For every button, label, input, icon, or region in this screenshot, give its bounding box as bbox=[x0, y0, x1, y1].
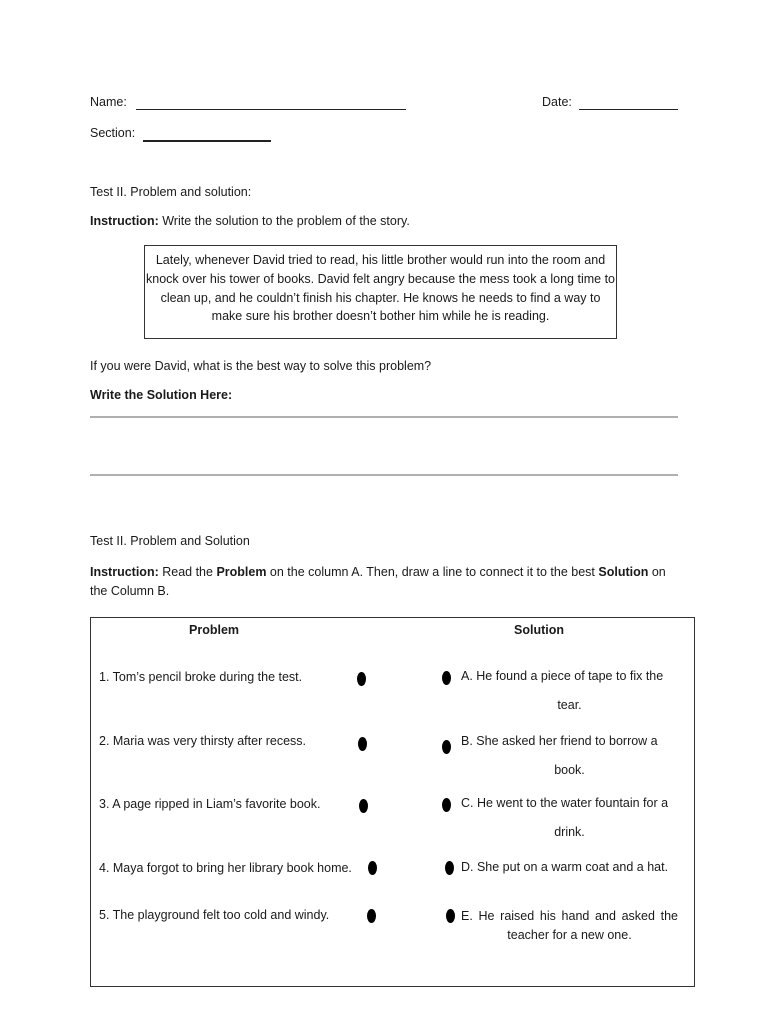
instr-line2: the Column B. bbox=[90, 584, 170, 598]
solution-line1: A. He found a piece of tape to fix the bbox=[461, 669, 664, 683]
instr-part2: on the column A. Then, draw a line to connect it to the best bbox=[266, 565, 599, 579]
problem-item: 5. The playground felt too cold and windy. bbox=[99, 908, 330, 922]
story-box bbox=[144, 245, 617, 339]
instruction-text: Write the solution to the problem of the story. bbox=[158, 214, 410, 228]
section-label: Section: bbox=[90, 126, 136, 140]
instr-solution: Solution bbox=[598, 565, 649, 579]
date-field[interactable] bbox=[579, 95, 678, 110]
solution-item bbox=[461, 727, 678, 785]
solution-dot[interactable] bbox=[445, 861, 454, 875]
problem-dot[interactable] bbox=[357, 672, 366, 686]
name-field[interactable] bbox=[136, 95, 406, 110]
col-problem-header: Problem bbox=[189, 623, 240, 637]
problem-item: 3. A page ripped in Liam’s favorite book. bbox=[99, 797, 321, 811]
test1-instruction bbox=[90, 214, 410, 228]
instruction2-label: Instruction: bbox=[90, 565, 159, 579]
solution-dot[interactable] bbox=[442, 740, 451, 754]
solution-dot[interactable] bbox=[446, 909, 455, 923]
instr-part1: Read the bbox=[158, 565, 217, 579]
date-label: Date: bbox=[542, 95, 572, 109]
solution-item bbox=[461, 789, 678, 847]
solution-dot[interactable] bbox=[442, 798, 451, 812]
solution-line1: C. He went to the water fountain for a bbox=[461, 796, 669, 810]
solution-item bbox=[461, 907, 678, 945]
problem-dot[interactable] bbox=[358, 737, 367, 751]
answer-line-2[interactable] bbox=[90, 474, 678, 476]
solution-line2: teacher for a new one. bbox=[507, 928, 632, 942]
solution-line1: B. She asked her friend to borrow a bbox=[461, 734, 658, 748]
solution-line1: D. She put on a warm coat and a hat. bbox=[461, 860, 669, 874]
solution-line2: tear. bbox=[557, 698, 582, 712]
answer-label: Write the Solution Here: bbox=[90, 388, 233, 402]
name-label: Name: bbox=[90, 95, 127, 109]
test1-title: Test II. Problem and solution: bbox=[90, 185, 252, 199]
problem-item: 4. Maya forgot to bring her library book home. bbox=[99, 861, 352, 875]
question-text: If you were David, what is the best way to solve this problem? bbox=[90, 359, 432, 373]
test2-title: Test II. Problem and Solution bbox=[90, 534, 250, 548]
answer-line-1[interactable] bbox=[90, 416, 678, 418]
problem-dot[interactable] bbox=[359, 799, 368, 813]
col-solution-header: Solution bbox=[514, 623, 564, 637]
solution-item bbox=[461, 662, 678, 720]
section-field[interactable] bbox=[143, 126, 271, 142]
instr-problem: Problem bbox=[216, 565, 267, 579]
instruction-label: Instruction: bbox=[90, 214, 159, 228]
problem-dot[interactable] bbox=[367, 909, 376, 923]
story-text: Lately, whenever David tried to read, his little brother would run into the room and knock over his tower of books. David felt angry because the mess took a long time to clean up, and he couldn’t finish his chapter. He knows he needs to find a way to make sure his brother doesn’t bother him while he is reading. bbox=[146, 253, 615, 324]
solution-dot[interactable] bbox=[442, 671, 451, 685]
solution-item bbox=[461, 853, 678, 882]
problem-item: 1. Tom’s pencil broke during the test. bbox=[99, 670, 303, 684]
solution-line2: drink. bbox=[554, 825, 585, 839]
instr-part3: on bbox=[648, 565, 666, 579]
solution-line1: E. He raised his hand and asked the bbox=[461, 909, 678, 923]
problem-dot[interactable] bbox=[368, 861, 377, 875]
solution-line2: book. bbox=[554, 763, 585, 777]
test2-instruction bbox=[90, 563, 680, 601]
problem-item: 2. Maria was very thirsty after recess. bbox=[99, 734, 307, 748]
